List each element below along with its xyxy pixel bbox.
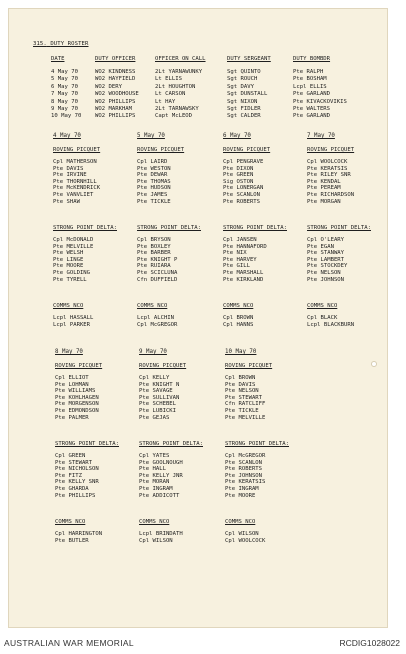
cell-duty-officer: WO2 MARKHAM bbox=[95, 106, 133, 112]
roster-name: Pte SAVAGE bbox=[139, 388, 173, 395]
cell-officer-on-call: Lt HAY bbox=[155, 98, 176, 105]
roster-name: Pte SULLIVAN bbox=[139, 394, 180, 401]
strong-point-delta-title: STRONG POINT DELTA: bbox=[55, 441, 119, 447]
roster-name: Lcpl BLACKBURN bbox=[307, 321, 355, 328]
roster-name: Cpl PENGRAVE bbox=[223, 159, 264, 165]
roster-name: Cpl McGREGOR bbox=[225, 453, 266, 459]
roster-name: Pte KOHLHAGEN bbox=[55, 394, 99, 401]
roving-picquet-title: ROVING PICQUET bbox=[307, 147, 355, 153]
cell-duty-officer: WO2 PHILLIPS bbox=[95, 113, 136, 120]
cell-duty-bombdr: Pte WALTERS bbox=[293, 106, 331, 112]
day-date: 10 May 70 bbox=[225, 349, 257, 355]
roster-name: Pte MORGAN bbox=[307, 198, 341, 205]
roster-name: Pte GHARDA bbox=[55, 485, 89, 492]
roving-picquet-list bbox=[223, 159, 263, 205]
roster-name: Pte KNIGHT P bbox=[137, 256, 178, 263]
roster-name: Pte WILLIAMS bbox=[55, 388, 96, 395]
roster-name: Cpl BRYSON bbox=[137, 237, 171, 243]
roster-name: Pte GEJAS bbox=[139, 414, 170, 421]
cell-date: 7 May 70 bbox=[51, 91, 78, 98]
roster-name: Pte SCANLON bbox=[223, 191, 261, 198]
roster-name: Pte DIXON bbox=[223, 165, 254, 172]
cell-duty-bombdr: Pte GARLAND bbox=[293, 113, 331, 120]
roster-name: Pte DAVIS bbox=[225, 381, 256, 388]
days-row-2 bbox=[9, 349, 389, 579]
archive-reference: RCDIG1028022 bbox=[339, 638, 400, 648]
roster-name: Pte FITZ bbox=[55, 472, 82, 479]
roster-name: Pte EDMONDSON bbox=[55, 407, 99, 414]
roster-name: Pte PEREAM bbox=[307, 185, 341, 192]
day-date: 8 May 70 bbox=[55, 349, 83, 355]
cell-date: 6 May 70 bbox=[51, 83, 78, 90]
comms-nco-list bbox=[139, 531, 183, 544]
roster-name: Pte JOHNSON bbox=[307, 276, 345, 283]
strong-point-delta-title: STRONG POINT DELTA: bbox=[307, 225, 371, 231]
strong-point-delta-title: STRONG POINT DELTA: bbox=[137, 225, 201, 231]
roster-heading bbox=[33, 41, 89, 48]
roster-name: Cpl GREEN bbox=[55, 453, 86, 459]
strong-point-delta-list bbox=[223, 237, 267, 283]
roster-name: Cpl BROWN bbox=[223, 315, 254, 321]
roving-picquet-list bbox=[137, 159, 171, 205]
roster-name: Pte BOXLEY bbox=[137, 243, 171, 250]
cell-duty-sergeant: Sgt FIDLER bbox=[227, 106, 261, 112]
roster-name: Cpl WILSON bbox=[139, 537, 173, 544]
roster-name: Lcpl PARKER bbox=[53, 321, 91, 328]
strong-point-delta-list bbox=[139, 453, 183, 499]
document-page bbox=[8, 8, 388, 628]
days-row-1 bbox=[9, 133, 389, 353]
cell-date: 10 May 70 bbox=[51, 113, 82, 120]
roster-name: Pte STEWART bbox=[225, 394, 263, 401]
roster-name: Pte KERATSIS bbox=[307, 165, 348, 172]
cell-officer-on-call: 2Lt HOUGHTON bbox=[155, 83, 196, 90]
cell-duty-sergeant: Sgt NIXON bbox=[227, 98, 258, 105]
punch-hole bbox=[371, 361, 377, 367]
roster-name: Pte ROBERTS bbox=[225, 466, 263, 473]
roving-picquet-title: ROVING PICQUET bbox=[225, 363, 273, 369]
roster-name: Pte LINGE bbox=[53, 256, 84, 263]
roster-name: Pte LAMBERT bbox=[307, 256, 345, 263]
cell-duty-officer: WO2 HAYFIELD bbox=[95, 76, 136, 83]
roster-name: Cpl ELLIOT bbox=[55, 375, 89, 381]
roster-name: Pte PALMER bbox=[55, 414, 89, 421]
roster-name: Pte GREEN bbox=[223, 172, 254, 179]
roster-name: Pte NELSON bbox=[225, 388, 259, 395]
roster-name: Cpl HARRINGTON bbox=[55, 531, 103, 537]
comms-nco-list bbox=[137, 315, 177, 328]
roster-name: Pte LONERGAN bbox=[223, 185, 264, 192]
comms-nco-title: COMMS NCO bbox=[223, 303, 254, 309]
roster-name: Lcpl ALCHIN bbox=[137, 315, 175, 321]
strong-point-delta-list bbox=[137, 237, 177, 283]
roving-picquet-title: ROVING PICQUET bbox=[223, 147, 271, 153]
strong-point-delta-title: STRONG POINT DELTA: bbox=[139, 441, 203, 447]
roving-picquet-title: ROVING PICQUET bbox=[55, 363, 103, 369]
cell-officer-on-call: Capt McLEOD bbox=[155, 113, 193, 120]
cell-date: 9 May 70 bbox=[51, 106, 78, 112]
comms-nco-title: COMMS NCO bbox=[137, 303, 168, 309]
day-date: 6 May 70 bbox=[223, 133, 251, 139]
comms-nco-list bbox=[225, 531, 265, 544]
roving-picquet-title: ROVING PICQUET bbox=[139, 363, 187, 369]
roster-name: Pte MORGENSON bbox=[55, 401, 99, 408]
cell-date: 5 May 70 bbox=[51, 76, 78, 83]
roster-name: Lcpl BRINDATH bbox=[139, 531, 183, 537]
col-header-duty-sergeant: DUTY SERGEANT bbox=[227, 56, 271, 62]
roster-name: Pte LUBICKI bbox=[139, 407, 177, 414]
roster-name: Pte MELVILLE bbox=[53, 243, 94, 250]
col-header-duty-bombdr: DUTY BOMBDR bbox=[293, 56, 331, 62]
roster-name: Pte STANWAY bbox=[307, 250, 345, 257]
roster-name: Pte MELVILLE bbox=[225, 414, 266, 421]
roster-name: Cpl WOOLCOCK bbox=[225, 537, 266, 544]
roster-name: Pte WESTON bbox=[137, 165, 171, 172]
roster-name: Pte KELLY SNR bbox=[55, 479, 99, 486]
strong-point-delta-list bbox=[225, 453, 265, 499]
roster-name: Pte DEWAR bbox=[137, 172, 168, 179]
roster-name: Pte HANNAFORD bbox=[223, 243, 267, 250]
cell-officer-on-call: Lt ELLIS bbox=[155, 76, 182, 83]
roster-name: Pte THORNHILL bbox=[53, 178, 97, 185]
roster-name: Pte McKENDRICK bbox=[53, 185, 101, 192]
roster-name: Pte NIX bbox=[223, 250, 247, 257]
roster-name: Pte TYRELL bbox=[53, 276, 87, 283]
cell-duty-bombdr: Pte GARLAND bbox=[293, 91, 331, 98]
roster-name: Cpl WOOLCOCK bbox=[307, 159, 348, 165]
roster-name: Cpl BLACK bbox=[307, 315, 338, 321]
roster-name: Pte ROBERTS bbox=[223, 198, 261, 205]
cell-date: 8 May 70 bbox=[51, 98, 78, 105]
roster-name: Pte SCHEBEL bbox=[139, 401, 177, 408]
roster-name: Pte NELSON bbox=[307, 269, 341, 276]
cell-duty-bombdr: Pte BOSHAM bbox=[293, 76, 327, 83]
roving-picquet-list bbox=[225, 375, 265, 421]
cell-duty-officer: WO2 KINDNESS bbox=[95, 69, 136, 75]
comms-nco-list bbox=[55, 531, 102, 544]
cell-duty-bombdr: Lcpl ELLIS bbox=[293, 83, 327, 90]
roster-name: Pte SCANLON bbox=[225, 459, 263, 466]
col-header-date: DATE bbox=[51, 56, 65, 62]
comms-nco-title: COMMS NCO bbox=[225, 519, 256, 525]
roster-name: Pte STEWART bbox=[55, 459, 93, 466]
comms-nco-list bbox=[307, 315, 354, 328]
strong-point-delta-list bbox=[53, 237, 93, 283]
roster-name: Cpl O'LEARY bbox=[307, 237, 345, 243]
roster-title: DUTY ROSTER bbox=[50, 41, 89, 47]
cell-duty-officer: WO2 WOODHOUSE bbox=[95, 91, 139, 98]
roster-name: Pte WELSH bbox=[53, 250, 84, 257]
roster-name: Cpl YATES bbox=[139, 453, 170, 459]
roster-name: Lcpl HASSALL bbox=[53, 315, 94, 321]
roster-name: Pte SCICLUNA bbox=[137, 269, 178, 276]
cell-duty-bombdr: Pte RALPH bbox=[293, 69, 324, 75]
roster-name: Pte TICKLE bbox=[225, 407, 259, 414]
roster-name: Pte INGRAM bbox=[139, 485, 173, 492]
comms-nco-title: COMMS NCO bbox=[53, 303, 84, 309]
roster-name: Pte DAVIS bbox=[53, 165, 84, 172]
col-header-duty-officer: DUTY OFFICER bbox=[95, 56, 136, 62]
cell-officer-on-call: Lt CARSON bbox=[155, 91, 186, 98]
cell-duty-sergeant: Sgt ROUCH bbox=[227, 76, 258, 83]
roster-name: Pte KERATSIS bbox=[225, 479, 266, 486]
roster-name: Pte NICHOLSON bbox=[55, 466, 99, 473]
comms-nco-title: COMMS NCO bbox=[139, 519, 170, 525]
roster-name: Pte HARVEY bbox=[223, 256, 257, 263]
roster-name: Pte MOORE bbox=[53, 263, 84, 270]
roster-name: Pte PHILLIPS bbox=[55, 492, 96, 499]
roster-name: Pte BUTLER bbox=[55, 537, 89, 544]
roster-name: Pte KIRKLAND bbox=[223, 276, 264, 283]
roster-name: Pte JAMES bbox=[137, 191, 168, 198]
roster-name: Pte RILEY SNR bbox=[307, 172, 351, 179]
roster-name: Pte VANVLIET bbox=[53, 191, 94, 198]
roving-picquet-title: ROVING PICQUET bbox=[137, 147, 185, 153]
comms-nco-list bbox=[53, 315, 93, 328]
roster-name: Cpl HANNS bbox=[223, 321, 254, 328]
roster-name: Cpl WILSON bbox=[225, 531, 259, 537]
cell-duty-officer: WO2 DERY bbox=[95, 83, 122, 90]
roster-name: Cpl LAIRD bbox=[137, 159, 168, 165]
strong-point-delta-title: STRONG POINT DELTA: bbox=[53, 225, 117, 231]
roster-name: Cpl MATHERSON bbox=[53, 159, 97, 165]
roving-picquet-list bbox=[307, 159, 354, 205]
roster-name: Pte GILL bbox=[223, 263, 250, 270]
roster-name: Cfn RATCLIFF bbox=[225, 401, 266, 408]
cell-duty-sergeant: Sgt QUINTO bbox=[227, 69, 261, 75]
roster-name: Pte IRVINE bbox=[53, 172, 87, 179]
roster-name: Pte JOHNSON bbox=[225, 472, 263, 479]
roster-name: Pte MOORE bbox=[225, 492, 256, 499]
day-date: 5 May 70 bbox=[137, 133, 165, 139]
archive-name: AUSTRALIAN WAR MEMORIAL bbox=[4, 638, 134, 648]
roving-picquet-list bbox=[53, 159, 100, 205]
roster-name: Pte GOLDING bbox=[53, 269, 91, 276]
roster-name: Pte SHAW bbox=[53, 198, 80, 205]
cell-duty-sergeant: Sgt DUNSTALL bbox=[227, 91, 268, 98]
roster-name: Cpl McDONALD bbox=[53, 237, 94, 243]
roster-name: Pte RICHARDSON bbox=[307, 191, 355, 198]
roving-picquet-title: ROVING PICQUET bbox=[53, 147, 101, 153]
cell-duty-sergeant: Sgt CALDER bbox=[227, 113, 261, 120]
day-date: 7 May 70 bbox=[307, 133, 335, 139]
roster-name: Pte KNIGHT N bbox=[139, 381, 180, 388]
comms-nco-list bbox=[223, 315, 253, 328]
cell-officer-on-call: 2Lt TARNAWSKY bbox=[155, 106, 199, 112]
roster-name: Pte RUIARA bbox=[137, 263, 171, 270]
roster-name: Pte GOOLNOUGH bbox=[139, 459, 183, 466]
day-date: 4 May 70 bbox=[53, 133, 81, 139]
roster-name: Pte THOMAS bbox=[137, 178, 171, 185]
roster-name: Cpl McGREGOR bbox=[137, 321, 178, 328]
cell-duty-officer: WO2 PHILLIPS bbox=[95, 98, 136, 105]
cell-duty-sergeant: Sgt DAVY bbox=[227, 83, 254, 90]
roster-name: Pte BARBER bbox=[137, 250, 171, 257]
roster-name: Pte ADDICOTT bbox=[139, 492, 180, 499]
strong-point-delta-list bbox=[55, 453, 99, 499]
comms-nco-title: COMMS NCO bbox=[307, 303, 338, 309]
roster-name: Pte EGAN bbox=[307, 243, 334, 250]
strong-point-delta-title: STRONG POINT DELTA: bbox=[223, 225, 287, 231]
page-number: 315. bbox=[33, 41, 47, 47]
roster-name: Cfn DUFFIELD bbox=[137, 276, 178, 283]
cell-date: 4 May 70 bbox=[51, 69, 78, 75]
roster-name: Pte HALL bbox=[139, 466, 166, 473]
archive-footer bbox=[0, 632, 406, 654]
day-date: 9 May 70 bbox=[139, 349, 167, 355]
roster-name: Pte INGRAM bbox=[225, 485, 259, 492]
cell-duty-bombdr: Pte KIVACKOVIKIS bbox=[293, 98, 347, 105]
roster-name: Sig OSTON bbox=[223, 178, 254, 185]
roster-name: Cpl BROWN bbox=[225, 375, 256, 381]
roster-name: Pte KELLY JNR bbox=[139, 472, 183, 479]
roving-picquet-list bbox=[55, 375, 99, 421]
cell-officer-on-call: 2Lt YARNAWUNKY bbox=[155, 69, 203, 75]
roster-name: Pte LOHMAN bbox=[55, 381, 89, 388]
comms-nco-title: COMMS NCO bbox=[55, 519, 86, 525]
col-header-officer-on-call: OFFICER ON CALL bbox=[155, 56, 206, 62]
roster-name: Pte KENDAL bbox=[307, 178, 341, 185]
strong-point-delta-list bbox=[307, 237, 347, 283]
roster-name: Cpl JANSEN bbox=[223, 237, 257, 243]
roster-name: Pte TICKLE bbox=[137, 198, 171, 205]
roster-name: Pte MORAN bbox=[139, 479, 170, 486]
roster-name: Pte MARSHALL bbox=[223, 269, 264, 276]
roster-name: Cpl KELLY bbox=[139, 375, 170, 381]
strong-point-delta-title: STRONG POINT DELTA: bbox=[225, 441, 289, 447]
roving-picquet-list bbox=[139, 375, 179, 421]
roster-name: Pte HUDSON bbox=[137, 185, 171, 192]
roster-name: Pte STOCKDEY bbox=[307, 263, 348, 270]
